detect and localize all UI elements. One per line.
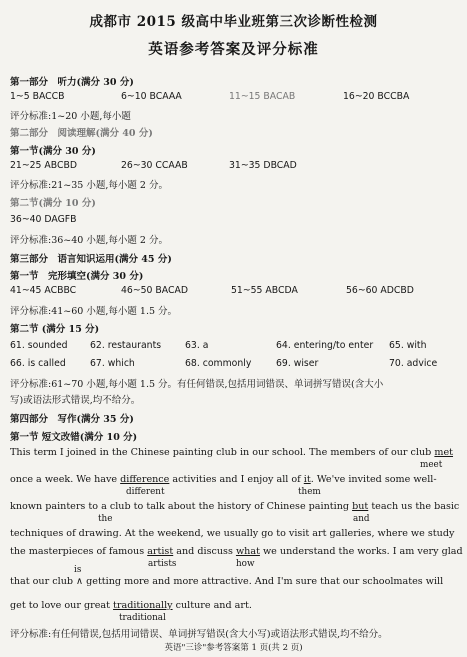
scoring-rule: 评分标准:61~70 小题,每小题 1.5 分。有任何错误,包括用词错误、单词拼写错误(含大小 — [10, 379, 384, 390]
part1-heading: 第一部分 听力(满分 30 分) — [10, 77, 134, 88]
answer-group: 56~60 ADCBD — [346, 285, 414, 296]
error-mark: what — [235, 546, 260, 557]
page-footer: 英语"三诊"参考答案第 1 页(共 2 页) — [164, 643, 303, 653]
passage-line: the masterpieces of famous artist and discuss what we understand the works. I am very glad — [10, 546, 463, 557]
answer-item: 65. with — [389, 340, 427, 351]
correction-insert: is — [74, 565, 82, 575]
scoring-rule: 评分标准:21~35 小题,每小题 2 分。 — [10, 180, 168, 191]
scoring-rule: 评分标准:1~20 小题,每小题 — [10, 111, 131, 122]
scoring-rule: 评分标准:有任何错误,包括用词错误、单词拼写错误(含大小写)或语法形式错误,均不给分。 — [10, 629, 388, 640]
answer-item: 69. wiser — [276, 358, 319, 369]
answer-item: 70. advice — [389, 358, 438, 369]
answer-group: 31~35 DBCAD — [229, 160, 297, 171]
answer-item: 62. restaurants — [90, 340, 162, 351]
correction: and — [353, 514, 370, 524]
exam-title: 成都市 2015 级高中毕业班第三次诊断性检测 — [89, 14, 378, 30]
part2-heading: 第二部分 阅读理解(满分 40 分) — [10, 128, 153, 139]
passage-line: known painters to a club to talk about the history of Chinese painting but teach us the basic — [10, 501, 460, 512]
scoring-rule: 写)或语法形式错误,均不给分。 — [10, 395, 141, 406]
section-heading: 第一节(满分 30 分) — [10, 146, 96, 157]
part4-heading: 第四部分 写作(满分 35 分) — [10, 414, 134, 425]
scoring-rule: 评分标准:36~40 小题,每小题 2 分。 — [10, 235, 168, 246]
exam-subtitle: 英语参考答案及评分标准 — [148, 41, 319, 58]
part3-heading: 第三部分 语言知识运用(满分 45 分) — [10, 254, 172, 265]
answer-group: 1~5 BACCB — [10, 91, 65, 102]
passage-line: get to love our great traditionally culture and art. — [10, 600, 252, 611]
correction: artists — [148, 559, 177, 569]
answer-item: 67. which — [90, 358, 135, 369]
error-mark: it — [303, 474, 311, 485]
answer-group: 26~30 CCAAB — [121, 160, 188, 171]
correction: different — [126, 487, 165, 497]
section-heading: 第二节 (满分 15 分) — [10, 324, 100, 335]
answer-group: 51~55 ABCDA — [231, 285, 298, 296]
correction: meet — [420, 460, 443, 470]
answer-item: 64. entering/to enter — [276, 340, 374, 351]
error-mark: met — [434, 447, 454, 458]
section-heading: 第一节 短文改错(满分 10 分) — [10, 432, 138, 443]
answer-group: 46~50 BACAD — [121, 285, 188, 296]
section-heading: 第一节 完形填空(满分 30 分) — [10, 271, 144, 282]
answer-item: 68. commonly — [185, 358, 252, 369]
error-mark: artist — [147, 546, 174, 557]
error-mark: difference — [120, 474, 170, 485]
answer-group: 36~40 DAGFB — [10, 214, 77, 225]
correction: the — [98, 514, 113, 524]
answer-group: 21~25 ABCBD — [10, 160, 78, 171]
correction: how — [236, 559, 255, 569]
answer-group: 16~20 BCCBA — [343, 91, 410, 102]
answer-item: 61. sounded — [10, 340, 68, 351]
scoring-rule: 评分标准:41~60 小题,每小题 1.5 分。 — [10, 306, 178, 317]
correction: them — [298, 487, 321, 497]
answer-item: 63. a — [185, 340, 209, 351]
answer-group: 11~15 BACAB — [229, 91, 296, 102]
answer-item: 66. is called — [10, 358, 66, 369]
passage-line: This term I joined in the Chinese painting club in our school. The members of our club met — [10, 447, 454, 458]
passage-line: techniques of drawing. At the weekend, we usually go to visit art galleries, where we study — [10, 528, 455, 539]
passage-line: once a week. We have difference activities and I enjoy all of it. We've invited some well- — [10, 474, 437, 485]
error-mark: but — [352, 501, 369, 512]
answer-group: 6~10 BCAAA — [121, 91, 182, 102]
passage-line: that our club ∧ getting more and more attractive. And I'm sure that our schoolmates will — [10, 576, 444, 587]
error-mark: traditionally — [113, 600, 173, 611]
section-heading: 第二节(满分 10 分) — [10, 198, 96, 209]
correction: traditional — [119, 613, 166, 623]
answer-group: 41~45 ACBBC — [10, 285, 77, 296]
